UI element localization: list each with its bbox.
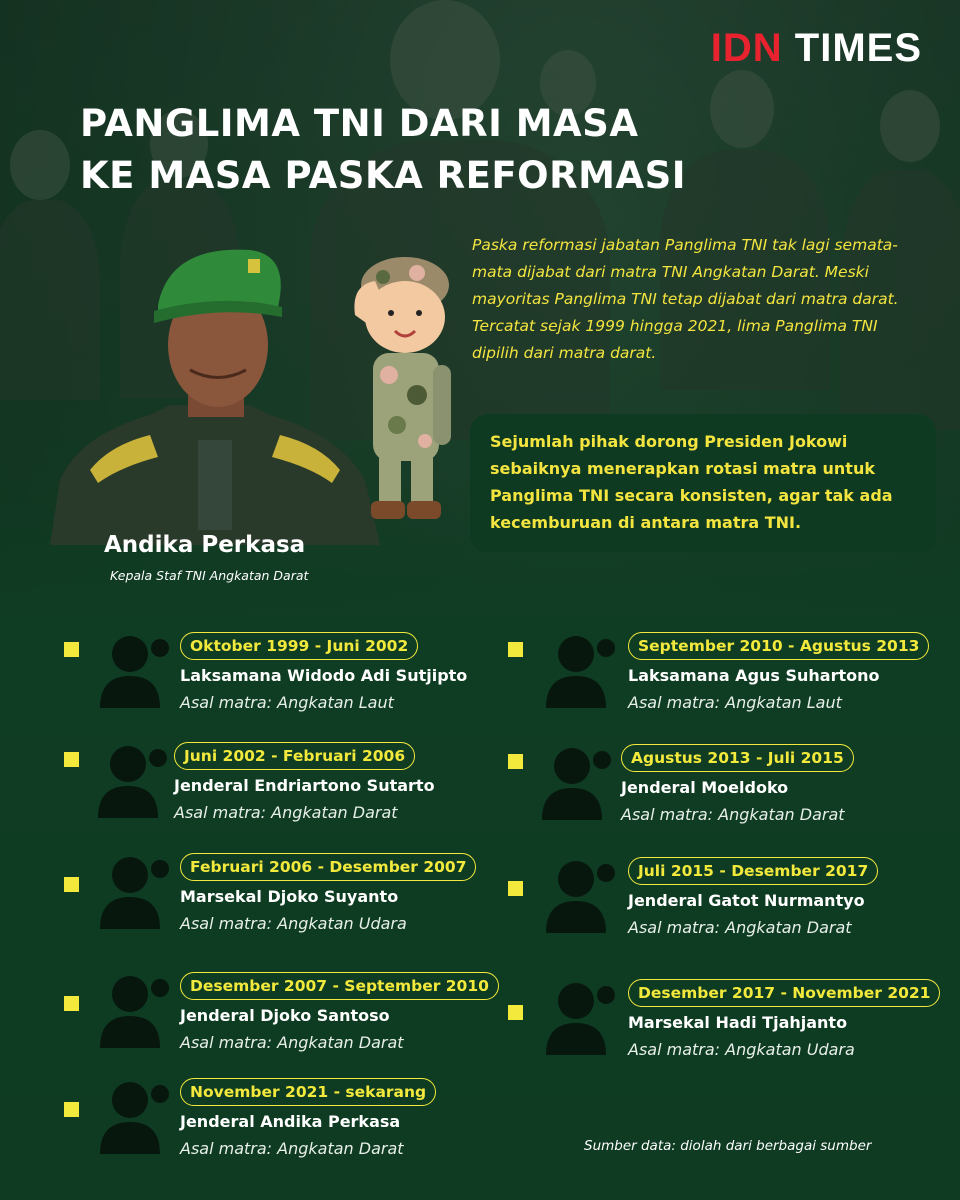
period-badge: Agustus 2013 - Juli 2015: [621, 744, 854, 772]
hero-role: Kepala Staf TNI Angkatan Darat: [110, 568, 309, 583]
commander-name: Jenderal Moeldoko: [621, 778, 789, 797]
idn-times-logo: [711, 26, 922, 71]
logo-times: TIMES: [794, 26, 922, 70]
person-silhouette-icon: [94, 1078, 174, 1154]
commander-entry: [508, 979, 948, 1089]
bullet-marker: [508, 881, 523, 896]
person-silhouette-icon: [536, 744, 616, 820]
commander-name: Jenderal Gatot Nurmantyo: [628, 891, 865, 910]
period-badge: Desember 2007 - September 2010: [180, 972, 499, 1000]
commander-entry: [64, 972, 504, 1082]
source-note: Sumber data: diolah dari berbagai sumber: [584, 1138, 872, 1154]
commander-origin: Asal matra: Angkatan Udara: [180, 914, 407, 933]
title-line-1: PANGLIMA TNI DARI MASA: [80, 102, 639, 145]
logo-idn: IDN: [710, 26, 783, 70]
person-silhouette-icon: [92, 742, 172, 818]
period-badge: Juli 2015 - Desember 2017: [628, 857, 878, 885]
bullet-marker: [64, 642, 79, 657]
commander-origin: Asal matra: Angkatan Darat: [180, 1033, 404, 1052]
person-silhouette-icon: [540, 857, 620, 933]
commander-name: Laksamana Agus Suhartono: [628, 666, 880, 685]
bullet-marker: [64, 877, 79, 892]
person-silhouette-icon: [540, 979, 620, 1055]
period-badge: Desember 2017 - November 2021: [628, 979, 940, 1007]
commander-origin: Asal matra: Angkatan Laut: [628, 693, 842, 712]
commander-name: Marsekal Djoko Suyanto: [180, 887, 399, 906]
commander-name: Laksamana Widodo Adi Sutjipto: [180, 666, 468, 685]
person-silhouette-icon: [94, 632, 174, 708]
bullet-marker: [64, 996, 79, 1011]
commander-origin: Asal matra: Angkatan Darat: [174, 803, 398, 822]
soldier-mascot-illustration: [345, 255, 465, 525]
bullet-marker: [508, 754, 523, 769]
commander-name: Marsekal Hadi Tjahjanto: [628, 1013, 848, 1032]
period-badge: November 2021 - sekarang: [180, 1078, 436, 1106]
commander-name: Jenderal Endriartono Sutarto: [174, 776, 435, 795]
person-silhouette-icon: [540, 632, 620, 708]
commander-name: Jenderal Djoko Santoso: [180, 1006, 390, 1025]
callout-text: Sejumlah pihak dorong Presiden Jokowi sebaiknya menerapkan rotasi matra untuk Panglima TNI secara konsisten, agar tak ada kecemburuan di antara matra TNI.: [490, 432, 893, 532]
callout-box: [470, 414, 936, 552]
period-badge: Oktober 1999 - Juni 2002: [180, 632, 418, 660]
page-title: [80, 98, 780, 202]
commander-entry: [64, 1078, 504, 1188]
hero-name: Andika Perkasa: [104, 532, 306, 558]
bullet-marker: [64, 752, 79, 767]
commander-origin: Asal matra: Angkatan Laut: [180, 693, 394, 712]
commander-entry: [64, 632, 504, 742]
commander-name: Jenderal Andika Perkasa: [180, 1112, 401, 1131]
commander-entry: [64, 853, 504, 963]
title-line-2: KE MASA PASKA REFORMASI: [80, 154, 686, 197]
person-silhouette-icon: [94, 972, 174, 1048]
intro-paragraph: Paska reformasi jabatan Panglima TNI tak lagi semata-mata dijabat dari matra TNI Angkatan Darat. Meski mayoritas Panglima TNI tetap dijabat dari matra darat. Tercatat sejak 1999 hingga 2021, lima Panglima TNI dipilih dari matra darat.: [472, 236, 899, 362]
commander-origin: Asal matra: Angkatan Darat: [621, 805, 845, 824]
person-silhouette-icon: [94, 853, 174, 929]
commander-origin: Asal matra: Angkatan Udara: [628, 1040, 855, 1059]
period-badge: Februari 2006 - Desember 2007: [180, 853, 476, 881]
commander-entry: [508, 632, 948, 742]
commander-entry: [64, 742, 504, 852]
bullet-marker: [508, 1005, 523, 1020]
bullet-marker: [64, 1102, 79, 1117]
commander-entry: [508, 857, 948, 967]
period-badge: September 2010 - Agustus 2013: [628, 632, 929, 660]
portrait-andika-perkasa: [50, 245, 380, 545]
commander-origin: Asal matra: Angkatan Darat: [180, 1139, 404, 1158]
commander-entry: [508, 744, 948, 854]
bullet-marker: [508, 642, 523, 657]
period-badge: Juni 2002 - Februari 2006: [174, 742, 415, 770]
commander-origin: Asal matra: Angkatan Darat: [628, 918, 852, 937]
